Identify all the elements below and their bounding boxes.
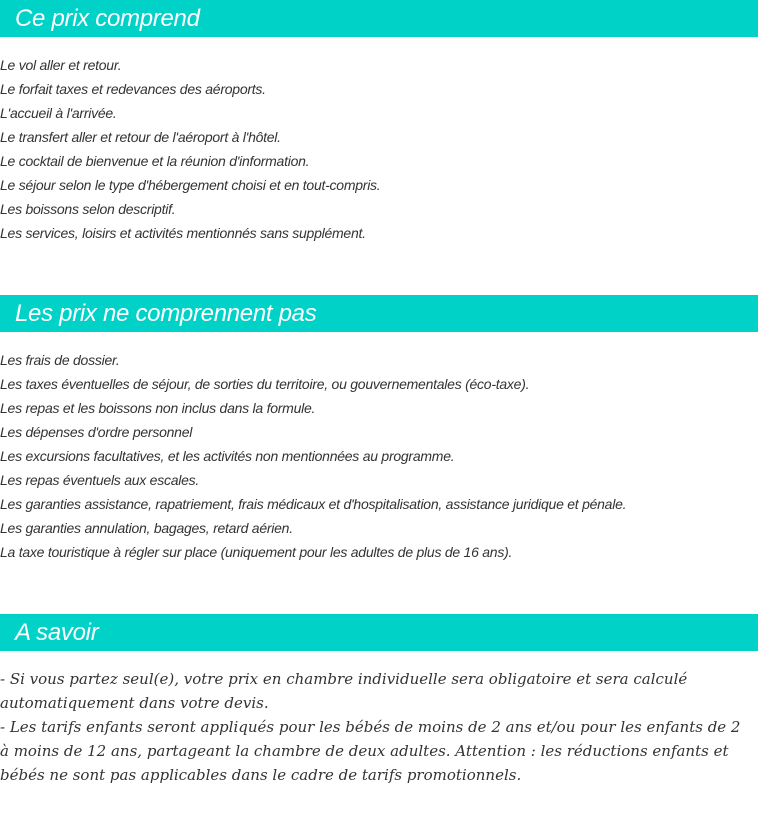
info-paragraph: - Si vous partez seul(e), votre prix en chambre individuelle sera obligatoire et sera calculé automatiquement dans votre devis. (0, 670, 688, 712)
list-item: Le transfert aller et retour de l'aéroport à l'hôtel. (0, 129, 281, 145)
section-title-excluded: Les prix ne comprennent pas (0, 295, 758, 332)
list-item: Le cocktail de bienvenue et la réunion d'information. (0, 153, 310, 169)
list-item: Les dépenses d'ordre personnel (0, 424, 193, 440)
list-item: Les garanties annulation, bagages, retard aérien. (0, 520, 293, 536)
list-item: Les garanties assistance, rapatriement, frais médicaux et d'hospitalisation, assistance juridique et pénale. (0, 496, 627, 512)
info-notes (0, 667, 750, 787)
list-item: Les repas et les boissons non inclus dans la formule. (0, 400, 316, 416)
included-list (0, 53, 758, 245)
list-item: Les excursions facultatives, et les activités non mentionnées au programme. (0, 448, 455, 464)
list-item: La taxe touristique à régler sur place (uniquement pour les adultes de plus de 16 ans). (0, 544, 513, 560)
list-item: Le forfait taxes et redevances des aéroports. (0, 81, 266, 97)
excluded-list (0, 348, 758, 564)
info-paragraph: - Les tarifs enfants seront appliqués pour les bébés de moins de 2 ans et/ou pour les enfants de 2 à moins de 12 ans, partageant la chambre de deux adultes. Attention : les réductions enfants et bébés ne sont pas applicables dans le cadre de tarifs promotionnels. (0, 718, 741, 784)
list-item: Les taxes éventuelles de séjour, de sorties du territoire, ou gouvernementales (éco-taxe). (0, 376, 530, 392)
list-item: Les services, loisirs et activités mentionnés sans supplément. (0, 225, 366, 241)
list-item: Le vol aller et retour. (0, 57, 122, 73)
section-title-info: A savoir (0, 614, 758, 651)
list-item: Le séjour selon le type d'hébergement choisi et en tout-compris. (0, 177, 381, 193)
list-item: L'accueil à l'arrivée. (0, 105, 117, 121)
list-item: Les boissons selon descriptif. (0, 201, 176, 217)
list-item: Les frais de dossier. (0, 352, 120, 368)
list-item: Les repas éventuels aux escales. (0, 472, 200, 488)
section-title-included: Ce prix comprend (0, 0, 758, 37)
